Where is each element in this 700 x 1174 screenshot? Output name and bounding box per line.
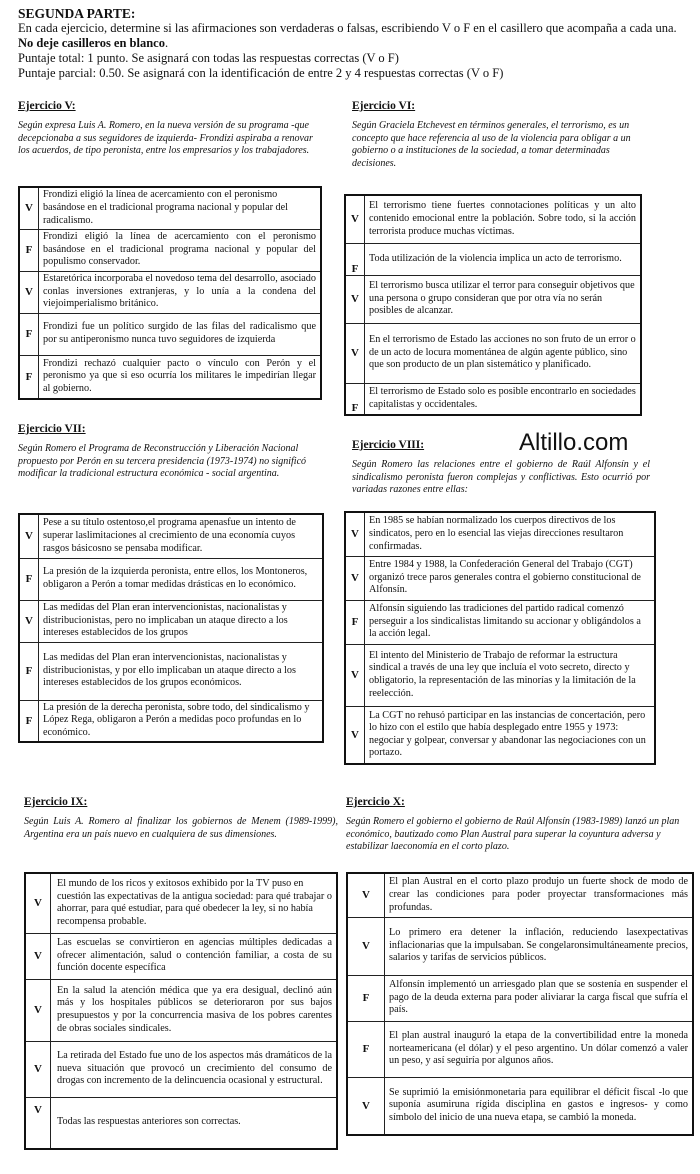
statement-text: El mundo de los ricos y exitosos exhibido por la TV puso en cuestión las expectativas de la antigua sociedad: para qué trabajar o ahorrar, para qué estudiar, para qué obedecer la ley, si no había recompensa probable.	[51, 873, 338, 933]
table-row	[345, 512, 655, 556]
table-row	[25, 933, 337, 979]
statement-text: El terrorismo tiene fuertes connotaciones políticas y un alto contenido emocional entre la población. Sobre todo, si la acción terrorista produce muchas víctimas.	[365, 195, 642, 243]
exercise-title: Ejercicio V:	[18, 100, 76, 112]
instruction-bold: No deje casilleros en blanco	[18, 36, 165, 50]
exercise-intro: Según Romero las relaciones entre el gobierno de Raúl Alfonsín y el sindicalismo peronista fueron complejas y conflictivas. Esto ocurrió por variadas razones entre ellas:	[352, 459, 650, 495]
statement-text: Las medidas del Plan eran intervencionistas, nacionalistas y distribucionistas, y por ello implicaban un ataque directo a los intereses establecidos de los grupos económicos.	[39, 642, 324, 700]
table-row	[345, 600, 655, 644]
table-row	[19, 600, 323, 642]
table-row	[19, 700, 323, 742]
answer-box[interactable]: F	[347, 975, 385, 1021]
table-row	[347, 917, 693, 975]
answer-table	[24, 872, 338, 1150]
table-row	[25, 873, 337, 933]
table-row	[19, 229, 321, 271]
statement-text: Todas las respuestas anteriores son correctas.	[51, 1097, 338, 1149]
answer-box[interactable]: V	[347, 873, 385, 917]
answer-box[interactable]: F	[345, 383, 365, 415]
table-row	[19, 355, 321, 399]
statement-text: El plan austral inauguró la etapa de la convertibilidad entre la moneda norteamericana (el dólar) y el peso argentino. Un dólar comenzó a valer un peso, y así seguiría por algunos años.	[385, 1021, 694, 1077]
answer-box[interactable]: F	[19, 558, 39, 600]
statement-text: Toda utilización de la violencia implica un acto de terrorismo.	[365, 243, 642, 275]
table-row	[345, 323, 641, 383]
statement-text: En el terrorismo de Estado las acciones no son fruto de un error o de un acto de locura momentánea de algún agente público, sino que son producto de un plan sistemático y planificado.	[365, 323, 642, 383]
answer-box[interactable]: F	[19, 642, 39, 700]
answer-box[interactable]: V	[345, 323, 365, 383]
answer-box[interactable]: F	[345, 243, 365, 275]
table-row	[347, 975, 693, 1021]
answer-box[interactable]: V	[345, 706, 365, 764]
answer-box[interactable]: V	[345, 275, 365, 323]
statement-text: Entre 1984 y 1988, la Confederación General del Trabajo (CGT) organizó trece paros generales contra el gobierno constitucional de Alfonsín.	[365, 556, 656, 600]
exercise-intro: Según Romero el gobierno el gobierno de Raúl Alfonsín (1983-1989) lanzó un plan económico, bautizado como Plan Austral para superar la coyuntura adversa y estabilizar laeconomía en el corto plazo.	[346, 816, 680, 852]
table-row	[19, 514, 323, 558]
table-row	[25, 979, 337, 1041]
instruction-pre: En cada ejercicio, determine si las afirmaciones son verdaderas o falsas, escribiendo V o F en el casillero que acompaña a cada una.	[18, 21, 677, 35]
table-row	[345, 243, 641, 275]
table-row	[345, 383, 641, 415]
answer-box[interactable]: F	[19, 355, 39, 399]
answer-box[interactable]: F	[19, 700, 39, 742]
answer-box[interactable]: V	[19, 271, 39, 313]
exercise-title: Ejercicio VIII:	[352, 439, 425, 451]
statement-text: La presión de la izquierda peronista, entre ellos, los Montoneros, obligaron a Perón a tomar medidas drásticas en lo económico.	[39, 558, 324, 600]
statement-text: Frondizi fue un político surgido de las filas del radicalismo que por su antiperonismo nunca tuvo seguidores de izquierda	[39, 313, 322, 355]
statement-text: El terrorismo de Estado solo es posible encontrarlo en sociedades capitalistas y occidentales.	[365, 383, 642, 415]
statement-text: Las escuelas se convirtieron en agencias múltiples dedicadas a ofrecer alimentación, salud o contención familiar, a costa de su función docente específica	[51, 933, 338, 979]
instructions-header	[18, 6, 688, 81]
exercise-6	[352, 100, 642, 416]
statement-text: Alfonsín implementó un arriesgado plan que se sostenía en suspender el pago de la deuda externa para poder aliviarar la carga fiscal que sufría el país.	[385, 975, 694, 1021]
statement-text: En la salud la atención médica que ya era desigual, declinó aún más y los hospitales públicos se deterioraron por sus bajos presupuestos y por la concurrencia masiva de los pobres carentes de obras sociales sindicales.	[51, 979, 338, 1041]
exercise-10	[346, 796, 694, 1136]
answer-box[interactable]: V	[347, 917, 385, 975]
exercise-5	[18, 100, 322, 400]
section-title: SEGUNDA PARTE:	[18, 6, 136, 21]
table-row	[347, 1021, 693, 1077]
exercise-title: Ejercicio IX:	[24, 796, 88, 808]
statement-text: Frondizi eligió la línea de acercamiento con el peronismo basándose en el tradicional programa nacional y popular del populismo conservador.	[39, 229, 322, 271]
table-row	[19, 271, 321, 313]
exercise-9	[24, 796, 338, 1150]
answer-box[interactable]: F	[19, 313, 39, 355]
table-row	[19, 642, 323, 700]
statement-text: La presión de la derecha peronista, sobre todo, del sindicalismo y López Rega, obligaron a Perón a medidas poco profundas en lo económico.	[39, 700, 324, 742]
answer-table	[18, 186, 322, 400]
answer-box[interactable]: V	[19, 514, 39, 558]
answer-box[interactable]: V	[25, 873, 51, 933]
watermark-text: Altillo.com	[519, 429, 629, 456]
answer-box[interactable]: F	[19, 229, 39, 271]
answer-box[interactable]: V	[345, 195, 365, 243]
table-row	[19, 187, 321, 229]
exercise-intro: Según expresa Luis A. Romero, en la nueva versión de su programa -que decepcionaba a sus seguidores de izquierda- Frondizi aspiraba a renovar los acuerdos, de tipo peronista, entre los empresarios y los trabajadores.	[18, 120, 313, 156]
statement-text: El terrorismo busca utilizar el terror para conseguir objetivos que una persona o grupo consideran que por otra vía no serán posibles de alcanzar.	[365, 275, 642, 323]
exercise-intro: Según Romero el Programa de Reconstrucción y Liberación Nacional propuesto por Perón en su tercera presidencia (1973-1974) no significó modificar la tradicional estructura económica - social argentina.	[18, 443, 307, 479]
answer-box[interactable]: V	[19, 187, 39, 229]
statement-text: Se suprimió la emisiónmonetaria para equilibrar el déficit fiscal -lo que suponía asumiruna rígida disciplina en gastos e ingresos- y como símbolo del inicio de una nueva etapa, se cambió la moneda.	[385, 1077, 694, 1135]
exercise-8	[352, 439, 650, 765]
answer-box[interactable]: V	[345, 644, 365, 706]
table-row	[347, 1077, 693, 1135]
table-row	[345, 195, 641, 243]
statement-text: Frondizi rechazó cualquier pacto o vínculo con Perón y el peronismo ya que si eso ocurría los militares le impedirían llegar al gobierno.	[39, 355, 322, 399]
answer-box[interactable]: V	[345, 556, 365, 600]
answer-table	[346, 872, 694, 1136]
answer-box[interactable]: F	[347, 1021, 385, 1077]
statement-text: Estaretórica incorporaba el novedoso tema del desarrollo, asociado conlas inversiones extranjeras, y lo unía a la condena del viejoimperialismo británico.	[39, 271, 322, 313]
answer-table	[344, 511, 656, 765]
table-row	[19, 313, 321, 355]
table-row	[345, 556, 655, 600]
exercise-title: Ejercicio VI:	[352, 100, 416, 112]
table-row	[345, 706, 655, 764]
exercise-7	[18, 423, 328, 743]
answer-box[interactable]: V	[25, 933, 51, 979]
statement-text: Frondizi eligió la línea de acercamiento con el peronismo basándose en el tradicional programa nacional y popular del radicalismo.	[39, 187, 322, 229]
exercise-intro: Según Luis A. Romero al finalizar los gobiernos de Menem (1989-1999), Argentina era un país nuevo en cualquiera de sus dimensiones.	[24, 816, 338, 840]
table-row	[19, 558, 323, 600]
answer-box[interactable]: V	[25, 979, 51, 1041]
answer-table	[18, 513, 324, 743]
answer-box[interactable]: F	[345, 600, 365, 644]
exercise-intro: Según Graciela Etchevest en términos generales, el terrorismo, es un concepto que hace referencia al uso de la violencia para obligar a un gobierno o a instituciones de la sociedad, a tomar determinadas decisiones.	[352, 120, 631, 169]
exercise-title: Ejercicio VII:	[18, 423, 86, 435]
score-partial: Puntaje parcial: 0.50. Se asignará con la identificación de entre 2 y 4 respuestas correctas (V o F)	[18, 66, 504, 80]
answer-box[interactable]: V	[25, 1097, 51, 1149]
instruction-text	[18, 21, 688, 51]
answer-box[interactable]: V	[345, 512, 365, 556]
statement-text: La CGT no rehusó participar en las instancias de concertación, pero lo hizo con el estilo que había desplegado entre 1955 y 1973: negociar y golpear, conversar y abandonar las negociaciones con un portazo.	[365, 706, 656, 764]
table-row	[25, 1041, 337, 1097]
statement-text: El plan Austral en el corto plazo produjo un fuerte shock de modo de crear las condiciones para poder proyectar transformaciones más profundas.	[385, 873, 694, 917]
instruction-post: .	[164, 36, 169, 50]
table-row	[25, 1097, 337, 1149]
statement-text: El intento del Ministerio de Trabajo de reformar la estructura sindical a través de una ley que incluía el voto secreto, directo y obligatorio, la representación de las minorías y la limitación de la reelección.	[365, 644, 656, 706]
answer-box[interactable]: V	[25, 1041, 51, 1097]
score-total: Puntaje total: 1 punto. Se asignará con todas las respuestas correctas (V o F)	[18, 51, 399, 65]
statement-text: Las medidas del Plan eran intervencionistas, nacionalistas y distribucionistas, pero no implicaban un ataque directo a los intereses establecidos de los grupos	[39, 600, 324, 642]
table-row	[345, 275, 641, 323]
table-row	[345, 644, 655, 706]
statement-text: Alfonsín siguiendo las tradiciones del partido radical comenzó perseguir a los sindicalistas limitando su accionar y obligándolos a la acción legal.	[365, 600, 656, 644]
answer-table	[344, 194, 642, 416]
statement-text: Pese a su título ostentoso,el programa apenasfue un intento de superar laslimitaciones al crecimiento de una economía cuyos rasgos básicosno se pensaba modificar.	[39, 514, 324, 558]
statement-text: En 1985 se habían normalizado los cuerpos directivos de los sindicatos, pero en lo esencial las viejas direcciones resultaron confirmadas.	[365, 512, 656, 556]
exercise-title: Ejercicio X:	[346, 796, 405, 808]
statement-text: Lo primero era detener la inflación, reduciendo lasexpectativas inflacionarias que la impulsaban. Se congelaronsimultáneamente precios, salarios y tarifas de servicios públicos.	[385, 917, 694, 975]
statement-text: La retirada del Estado fue uno de los aspectos más dramáticos de la nueva situación que provocó un crecimiento del consumo de drogas con incremento de la delincuencia ocasional y estructural.	[51, 1041, 338, 1097]
answer-box[interactable]: V	[19, 600, 39, 642]
table-row	[347, 873, 693, 917]
answer-box[interactable]: V	[347, 1077, 385, 1135]
